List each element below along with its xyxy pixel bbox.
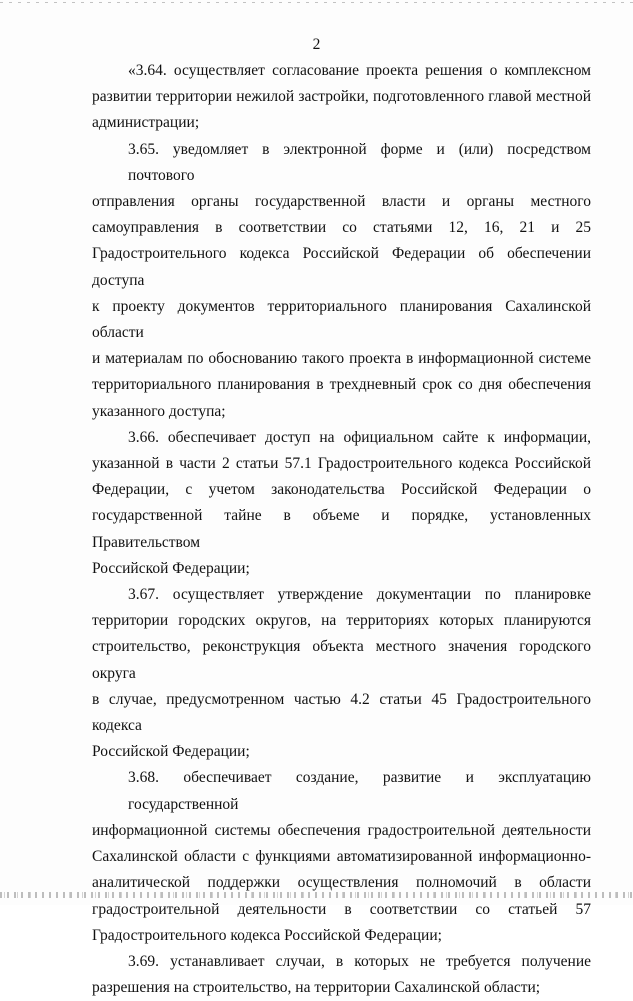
text-line: в случае, предусмотренном частью 4.2 статьи 45 Градостроительного кодекса: [92, 690, 591, 735]
text-line: территориального планирования в трехдневный срок со дня обеспечения: [92, 376, 591, 394]
paragraph-3-68: [92, 765, 591, 948]
text-line: Российской Федерации;: [92, 743, 250, 761]
text-line: Федерации, с учетом законодательства Российской Федерации о: [92, 481, 591, 499]
paragraph-3-65: [92, 137, 591, 425]
text-line: 3.66. обеспечивает доступ на официальном сайте к информации,: [128, 428, 591, 446]
paragraph-3-69: [92, 949, 591, 1001]
text-line: разрешения на строительство, на территории Сахалинской области;: [92, 979, 541, 997]
text-line: 3.69. устанавливает случаи, в которых не требуется получение: [128, 952, 591, 970]
scan-edge-top: [0, 2, 633, 3]
text-line: 3.65. уведомляет в электронной форме и (или) посредством почтового: [128, 140, 591, 184]
text-line: информационной системы обеспечения градостроительной деятельности: [92, 821, 591, 839]
text-line: 3.68. обеспечивает создание, развитие и эксплуатацию государственной: [128, 769, 591, 813]
text-line: градостроительной деятельности в соответствии со статьей 57: [92, 900, 591, 918]
document-body: [92, 58, 591, 1001]
text-line: Градостроительного кодекса Российской Федерации об обеспечении доступа: [92, 245, 591, 289]
text-line: самоуправления в соответствии со статьями 12, 16, 21 и 25: [92, 219, 591, 237]
text-line: Российской Федерации;: [92, 559, 250, 577]
page-number: 2: [312, 36, 321, 53]
text-line: 3.67. осуществляет утверждение документации по планировке: [128, 586, 591, 604]
text-line: и материалам по обоснованию такого проекта в информационной системе: [92, 350, 591, 368]
text-line: к проекту документов территориального планирования Сахалинской области: [92, 297, 591, 342]
text-line: государственной тайне в объеме и порядке, установленных Правительством: [92, 507, 591, 551]
text-line: Сахалинской области с функциями автоматизированной информационно-: [92, 848, 591, 866]
text-line: строительство, реконструкция объекта местного значения городского округа: [92, 638, 591, 682]
text-line: указанной в части 2 статьи 57.1 Градостроительного кодекса Российской: [92, 455, 591, 473]
text-line: указанного доступа;: [92, 402, 226, 420]
paragraph-3-67: [92, 582, 591, 765]
text-line: «3.64. осуществляет согласование проекта решения о комплексном: [128, 62, 591, 79]
text-line: аналитической поддержки осуществления полномочий в области: [92, 874, 591, 892]
text-line: территории городских округов, на территориях которых планируются: [92, 612, 591, 630]
text-line: развитии территории нежилой застройки, подготовленного главой местной: [92, 88, 591, 106]
text-line: Градостроительного кодекса Российской Федерации;: [92, 926, 442, 944]
paragraph-3-64: [92, 58, 591, 137]
text-line: отправления органы государственной власти и органы местного: [92, 193, 591, 211]
paragraph-3-66: [92, 425, 591, 582]
text-line: администрации;: [92, 114, 200, 132]
scan-edge-bottom: [0, 892, 633, 898]
